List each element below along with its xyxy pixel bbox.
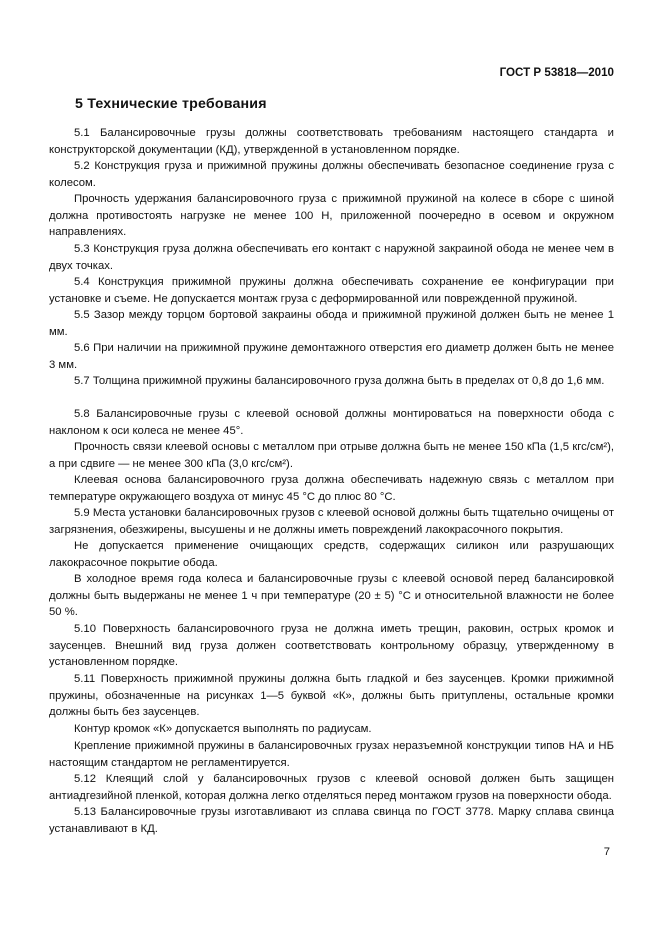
paragraph-5-7: 5.7 Толщина прижимной пружины балансировочного груза должна быть в пределах от 0,8 до 1,6 мм.: [74, 375, 605, 387]
document-code: ГОСТ Р 53818—2010: [499, 66, 614, 79]
paragraph-5-8-temperature: Клеевая основа балансировочного груза должна обеспечивать надежную связь с металлом при температуре окружающего воздуха от минус 45 °С до плюс 80 °С.: [49, 474, 614, 503]
paragraph-5-2-strength: Прочность удержания балансировочного груза с прижимной пружиной на колесе в сборе с шиной должна противостоять нагрузке не менее 100 Н, приложенной поочередно в осевом и окружном направлениях.: [49, 193, 614, 239]
paragraph-5-8-bond-strength: Прочность связи клеевой основы с металлом при отрыве должна быть не менее 150 кПа (1,5 кгс/см²), а при сдвиге — не менее 300 кПа (3,0 кгс/см²).: [49, 441, 614, 470]
page-number: 7: [603, 846, 610, 858]
paragraph-5-4: 5.4 Конструкция прижимной пружины должна обеспечивать сохранение ее конфигурации при установке и съеме. Не допускается монтаж груза с деформированной или поврежденной пружиной.: [49, 276, 614, 305]
paragraph-5-9-cold: В холодное время года колеса и балансировочные грузы с клеевой основой перед балансировкой должны быть выдержаны не менее 1 ч при температуре (20 ± 5) °С и относительной влажности не более 50 %.: [49, 573, 614, 619]
paragraph-5-11: 5.11 Поверхность прижимной пружины должна быть гладкой и без заусенцев. Кромки прижимной пружины, обозначенные на рисунках 1—5 буквой «К», должны быть притуплены, остальные кромки должны быть без заусенцев.: [49, 673, 614, 719]
paragraph-5-9: 5.9 Места установки балансировочных грузов с клеевой основой должны быть тщательно очищены от загрязнения, обезжирены, высушены и не должны иметь повреждений лакокрасочного покрытия.: [49, 507, 614, 536]
paragraph-5-6: 5.6 При наличии на прижимной пружине демонтажного отверстия его диаметр должен быть не менее 3 мм.: [49, 342, 614, 371]
paragraph-5-11-contour: Контур кромок «К» допускается выполнять по радиусам.: [74, 723, 372, 735]
paragraph-5-8: 5.8 Балансировочные грузы с клеевой основой должны монтироваться на поверхности обода с наклоном к оси колеса не менее 45°.: [49, 408, 614, 437]
paragraph-5-5: 5.5 Зазор между торцом бортовой закраины обода и прижимной пружиной должен быть не менее 1 мм.: [49, 309, 614, 338]
paragraph-5-2: 5.2 Конструкция груза и прижимной пружины должны обеспечивать безопасное соединение груза с колесом.: [49, 160, 614, 189]
section-title: 5 Технические требования: [75, 96, 267, 112]
paragraph-5-1: 5.1 Балансировочные грузы должны соответствовать требованиям настоящего стандарта и конструкторской документации (КД), утвержденной в установленном порядке.: [49, 127, 614, 156]
paragraph-5-3: 5.3 Конструкция груза должна обеспечивать его контакт с наружной закраиной обода не менее чем в двух точках.: [49, 243, 614, 272]
paragraph-5-11-fastening: Крепление прижимной пружины в балансировочных грузах неразъемной конструкции типов НА и НБ настоящим стандартом не регламентируется.: [49, 740, 614, 769]
paragraph-5-12: 5.12 Клеящий слой у балансировочных грузов с клеевой основой должен быть защищен антиадгезийной пленкой, которая должна легко отделяться перед монтажом грузов на поверхности обода.: [49, 773, 614, 802]
paragraph-5-13: 5.13 Балансировочные грузы изготавливают из сплава свинца по ГОСТ 3778. Марку сплава свинца устанавливают в КД.: [49, 806, 614, 835]
paragraph-5-10: 5.10 Поверхность балансировочного груза не должна иметь трещин, раковин, острых кромок и заусенцев. Внешний вид груза должен соответствовать контрольному образцу, утвержденному в установленном порядке.: [49, 623, 614, 669]
paragraph-5-9-cleaners: Не допускается применение очищающих средств, содержащих силикон или разрушающих лакокрасочное покрытие обода.: [49, 540, 614, 569]
